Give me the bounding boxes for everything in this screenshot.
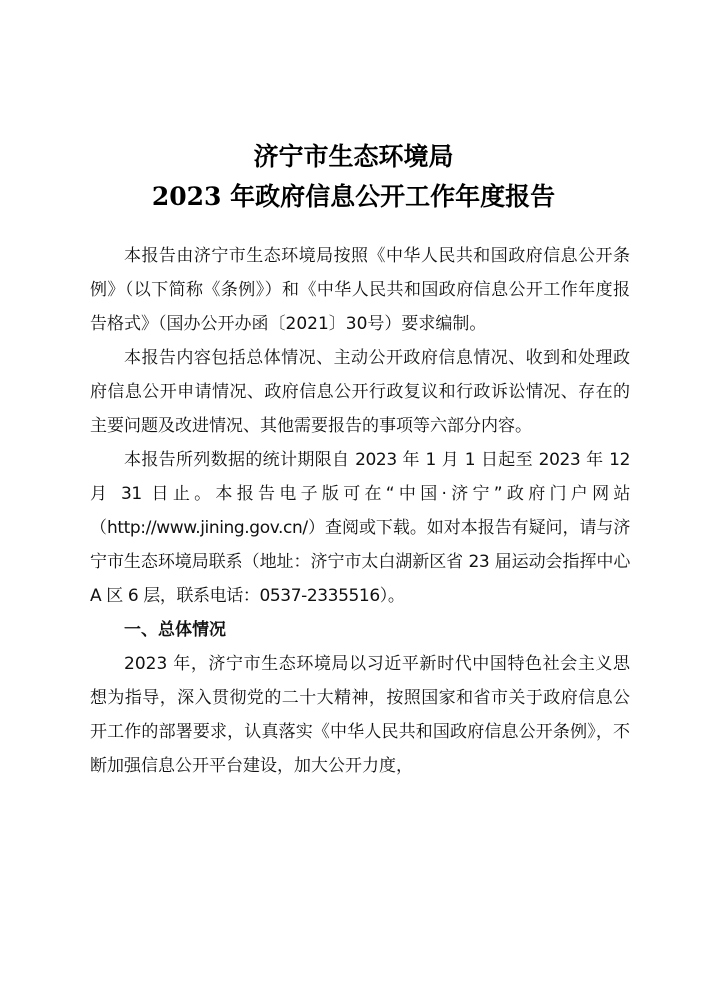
report-title-line1: 济宁市生态环境局 bbox=[253, 142, 454, 171]
contents-paragraph: 本报告内容包括总体情况、主动公开政府信息情况、收到和处理政府信息公开申请情况、政府信息公开行政复议和行政诉讼情况、存在的主要问题及改进情况、其他需要报告的事项等六部分内容。 bbox=[90, 348, 630, 436]
intro-paragraph: 本报告由济宁市生态环境局按照《中华人民共和国政府信息公开条例》（以下简称《条例》）和《中华人民共和国政府信息公开工作年度报告格式》（国办公开办函〔2021〕30号）要求编制。 bbox=[90, 246, 630, 334]
statistics-paragraph: 本报告所列数据的统计期限自 2023 年 1 月 1 日起至 2023 年 12 月 31 日止。本报告电子版可在“中国·济宁”政府门户网站（http://www.jining.gov.cn/）查阅或下载。如对本报告有疑问，请与济宁市生态环境局联系（地址：济宁市太白湖新区省 23 届运动会指挥中心 A 区 6 层，联系电话：0537-2335516）。 bbox=[90, 450, 630, 606]
section-heading-overview: 一、总体情况 bbox=[124, 620, 226, 640]
report-title-line2: 2023 年政府信息公开工作年度报告 bbox=[151, 182, 556, 211]
report-body bbox=[90, 239, 630, 783]
overview-paragraph: 2023 年，济宁市生态环境局以习近平新时代中国特色社会主义思想为指导，深入贯彻党的二十大精神，按照国家和省市关于政府信息公开工作的部署要求，认真落实《中华人民共和国政府信息公开条例》，不断加强信息公开平台建设，加大公开力度， bbox=[90, 654, 630, 776]
